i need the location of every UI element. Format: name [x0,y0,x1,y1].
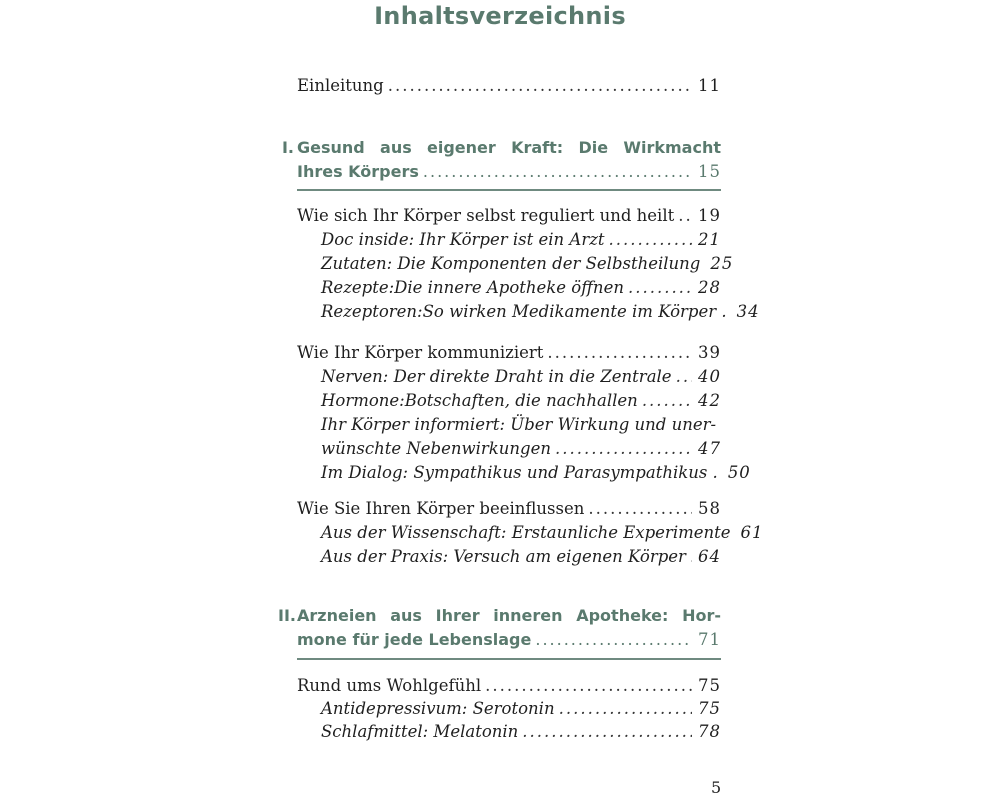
toc-entry-label: Schlafmittel: Melatonin [321,722,519,741]
toc-page-number: 34 [736,302,760,321]
leader-dots [642,389,692,413]
leader-dots [609,228,692,252]
leader-dots [628,276,692,300]
leader-dots [678,204,692,228]
chapter-title-cont: mone für jede Lebenslage [297,630,532,649]
toc-entry-label: Rund ums Wohlgefühl [297,676,482,695]
toc-page-number: 58 [698,499,721,518]
toc-subentry[interactable] [321,720,721,744]
toc-page-number: 11 [698,76,721,95]
leader-dots [485,674,692,698]
toc-subentry[interactable] [321,461,751,485]
leader-dots [690,545,692,569]
toc-entry-intro[interactable] [297,74,721,98]
toc-entry-label: Wie Sie Ihren Körper beeinflussen [297,499,585,518]
toc-section[interactable] [297,674,721,698]
toc-page-number: 40 [698,367,721,386]
toc-entry-label: Rezeptoren:So wirken Medikamente im Körper . [321,302,727,321]
toc-subentry[interactable] [321,545,721,569]
toc-entry-label: Hormone:Botschaften, die nachhallen [321,391,638,410]
chapter-divider [297,658,721,660]
toc-entry-label: Nerven: Der direkte Draht in die Zentrale [321,367,672,386]
leader-dots [555,437,692,461]
chapter-title: Gesund aus eigener Kraft: Die Wirkmacht [297,138,721,157]
toc-section[interactable] [297,204,721,228]
toc-entry-label: Aus der Wissenschaft: Erstaunliche Experimente [321,523,731,542]
toc-entry-label: Im Dialog: Sympathikus und Parasympathikus . [321,463,718,482]
chapter-title-cont: Ihres Körpers [297,162,419,181]
toc-page-number: 15 [698,162,721,181]
leader-dots [388,74,692,98]
toc-page-number: 61 [740,523,764,542]
toc-subentry[interactable] [321,228,721,252]
leader-dots [676,365,692,389]
chapter-heading-line2[interactable] [297,160,721,184]
toc-subentry[interactable] [321,300,760,324]
toc-section[interactable] [297,341,721,365]
chapter-number: I. [281,138,294,157]
chapter-number: II. [278,606,296,625]
toc-entry-label: Zutaten: Die Komponenten der Selbstheilung [321,254,701,273]
chapter-title: Arzneien aus Ihrer inneren Apotheke: Hor- [297,606,721,625]
toc-page-number: 47 [698,439,721,458]
toc-entry-label: Rezepte:Die innere Apotheke öffnen [321,278,624,297]
chapter-heading-line2[interactable] [297,628,721,652]
toc-subentry[interactable] [321,365,721,389]
toc-entry-label: Aus der Praxis: Versuch am eigenen Körper [321,547,686,566]
toc-page-number: 64 [698,547,721,566]
toc-page-number: 75 [698,699,721,718]
toc-page-number: 75 [698,676,721,695]
page-number: 5 [711,778,722,797]
chapter-heading-line1[interactable] [297,604,721,628]
toc-page-number: 78 [698,722,721,741]
toc-page-number: 42 [698,391,721,410]
toc-subentry[interactable] [321,521,764,545]
toc-entry-label: Ihr Körper informiert: Über Wirkung und uner- [321,415,717,434]
toc-page-number: 25 [710,254,734,273]
toc-entry-label: Wie Ihr Körper kommuniziert [297,343,544,362]
toc-subentry[interactable] [321,389,721,413]
toc-entry-label: Doc inside: Ihr Körper ist ein Arzt [321,230,605,249]
toc-page-number: 71 [698,630,721,649]
toc-subentry[interactable] [321,413,721,437]
chapter-divider [297,189,721,191]
chapter-heading-line1[interactable] [297,136,721,160]
toc-page-number: 19 [698,206,721,225]
page-title: Inhaltsverzeichnis [374,2,626,30]
leader-dots [535,628,692,652]
leader-dots [522,720,692,744]
toc-page-number: 28 [698,278,721,297]
toc-subentry[interactable] [321,697,721,721]
leader-dots [559,697,692,721]
toc-page-number: 21 [698,230,721,249]
toc-section[interactable] [297,497,721,521]
toc-page-number: 39 [698,343,721,362]
toc-subentry[interactable] [321,252,734,276]
toc-page-number: 50 [727,463,751,482]
toc-entry-label: Einleitung [297,76,384,95]
leader-dots [547,341,692,365]
leader-dots [588,497,692,521]
toc-entry-label: Antidepressivum: Serotonin [321,699,555,718]
leader-dots [423,160,692,184]
toc-subentry[interactable] [321,276,721,300]
toc-subentry[interactable] [321,437,721,461]
toc-entry-label: Wie sich Ihr Körper selbst reguliert und heilt [297,206,675,225]
toc-entry-label: wünschte Nebenwirkungen [321,439,552,458]
